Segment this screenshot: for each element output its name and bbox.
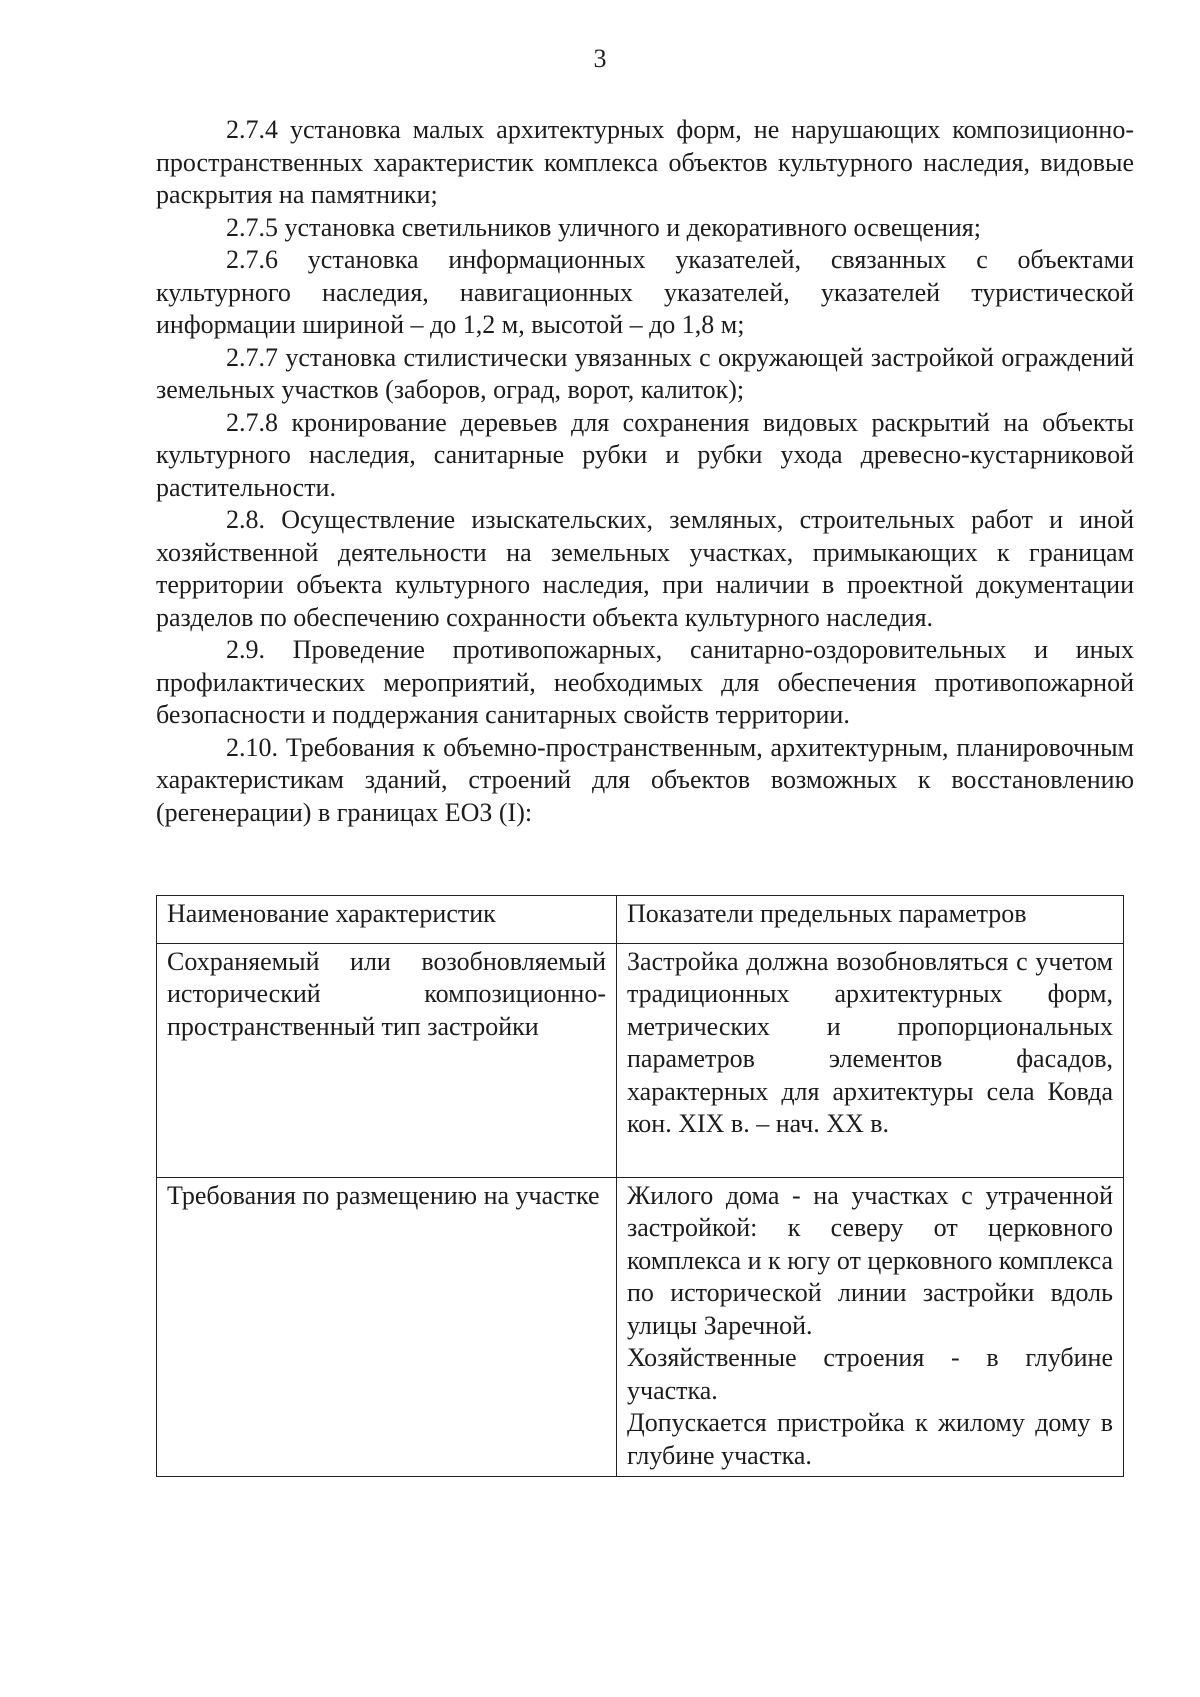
paragraph-2-10: 2.10. Требования к объемно-пространственным, архитектурным, планировочным характеристикам зданий, строений для объектов возможных к восстановлению (регенерации) в границах ЕОЗ (I): xyxy=(156,732,1134,827)
paragraph-2-7-7: 2.7.7 установка стилистически увязанных с окружающей застройкой ограждений земельных участков (заборов, оград, ворот, калиток); xyxy=(156,342,1134,404)
table-row xyxy=(157,1177,1124,1477)
table-header-row xyxy=(157,896,1124,944)
paragraph-2-7-6: 2.7.6 установка информационных указателей, связанных с объектами культурного наследия, навигационных указателей, указателей туристической информации шириной – до 1,2 м, высотой – до 1,8 м; xyxy=(156,245,1134,339)
table-header-parameters: Показатели предельных параметров xyxy=(617,896,1124,944)
parameters-table xyxy=(156,895,1124,1477)
paragraph-2-7-4: 2.7.4 установка малых архитектурных форм, не нарушающих композиционно-пространственных характеристик комплекса объектов культурного наследия, видовые раскрытия на памятники; xyxy=(156,115,1134,209)
row-characteristic-name: Сохраняемый или возобновляемый исторический композиционно-пространственный тип застройки xyxy=(157,943,617,1177)
paragraph-2-7-8: 2.7.8 кронирование деревьев для сохранения видовых раскрытий на объекты культурного наследия, санитарные рубки и рубки ухода древесно-кустарниковой растительности. xyxy=(156,407,1134,502)
parameter-text: Хозяйственные строения - в глубине участка. xyxy=(627,1343,1113,1405)
row-parameter-value xyxy=(617,943,1124,1177)
parameter-text: Жилого дома - на участках с утраченной застройкой: к северу от церковного комплекса и к югу от церковного комплекса по исторической линии застройки вдоль улицы Заречной. xyxy=(627,1180,1113,1340)
parameter-text: Застройка должна возобновляться с учетом традиционных архитектурных форм, метрических и пропорциональных параметров элементов фасадов, характерных для архитектуры села Ковда кон. XIX в. – нач. XX в. xyxy=(627,946,1113,1138)
paragraph-2-7-5: 2.7.5 установка светильников уличного и декоративного освещения; xyxy=(226,212,981,242)
document-body xyxy=(156,114,1134,829)
parameter-text: Допускается пристройка к жилому дому в глубине участка. xyxy=(627,1408,1113,1470)
paragraph-2-8: 2.8. Осуществление изыскательских, земляных, строительных работ и иной хозяйственной деятельности на земельных участках, примыкающих к границам территории объекта культурного наследия, при наличии в проектной документации разделов по обеспечению сохранности объекта культурного наследия. xyxy=(156,505,1134,632)
row-parameter-value xyxy=(617,1177,1124,1477)
paragraph-2-9: 2.9. Проведение противопожарных, санитарно-оздоровительных и иных профилактических мероприятий, необходимых для обеспечения противопожарной безопасности и поддержания санитарных свойств территории. xyxy=(156,635,1134,729)
table-row xyxy=(157,943,1124,1177)
page-number: 3 xyxy=(593,44,607,73)
row-characteristic-name: Требования по размещению на участке xyxy=(157,1177,617,1477)
table-header-characteristics: Наименование характеристик xyxy=(157,896,617,944)
